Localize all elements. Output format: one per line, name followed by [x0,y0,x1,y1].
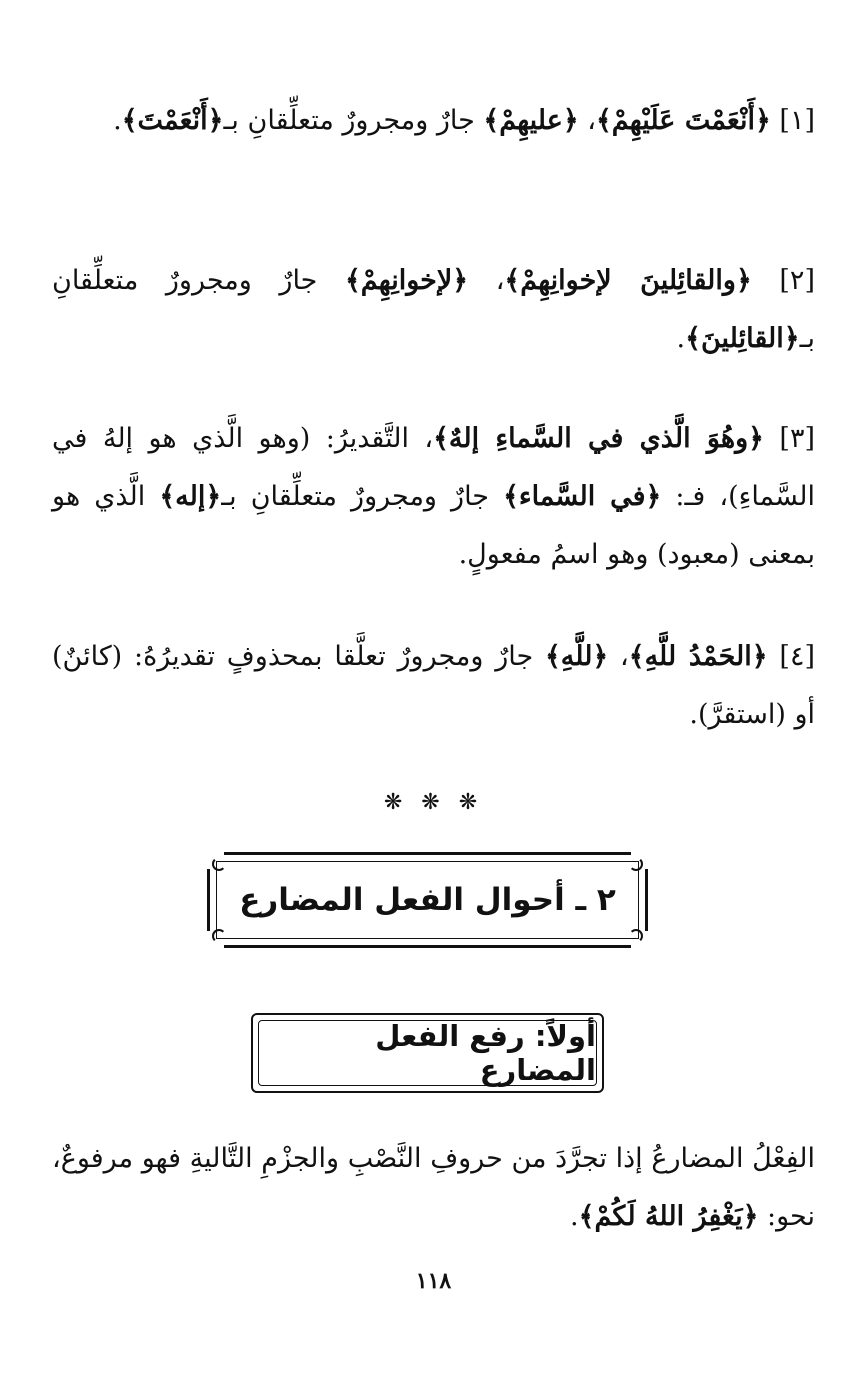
quoted-term: ﴿والقائِلينَ لإخوانِهِمْ﴾ [504,265,752,296]
text-run: [١] [770,105,815,136]
footnote-3 [52,410,815,584]
text-run: . [676,323,686,354]
quoted-term: ﴿القائِلينَ﴾ [685,323,800,354]
quoted-term: ﴿الحَمْدُ للَّهِ﴾ [628,641,768,672]
section-title: ٢ ـ أحوال الفعل المضارع [216,861,639,939]
subsection-title: أولاً: رفع الفعل المضارع [258,1020,597,1086]
section-separator: ❋ ❋ ❋ [383,790,484,815]
page-number: ١١٨ [415,1268,452,1294]
text-run: . [570,1201,579,1232]
section-title-frame [207,852,648,948]
quoted-term: ﴿وهُوَ الَّذي في السَّماءِ إلهٌ﴾ [433,423,764,454]
footnote-4 [52,628,815,744]
text-run: ، [578,105,596,136]
text-run: جارٌ ومجرورٌ تعلَّقا بمحذوفٍ تقديرُهُ: (كائنٌ) أو (استقرَّ). [52,641,815,730]
text-run: [٣] [763,423,815,454]
text-run: . [113,105,122,136]
quoted-term: ﴿يَغْفِرُ اللهُ لَكُمْ﴾ [578,1201,759,1232]
footnote-1 [52,92,815,150]
text-run: جارٌ ومجرورٌ متعلِّقانِ بـ [221,481,504,512]
quoted-term: ﴿عليهِمْ﴾ [483,105,579,136]
text-run: ، [608,641,629,672]
text-run: الفِعْلُ المضارعُ إذا تجرَّدَ من حروفِ النَّصْبِ والجزْمِ التَّاليةِ فهو مرفوعٌ، نحو: [52,1143,815,1232]
text-run: جارٌ ومجرورٌ متعلِّقانِ بـ [223,105,484,136]
quoted-term: ﴿إله﴾ [159,481,222,512]
quoted-term: ﴿في السَّماء﴾ [503,481,662,512]
quoted-term: ﴿لإخوانِهِمْ﴾ [344,265,469,296]
text-run: [٤] [767,641,816,672]
quoted-term: ﴿أَنْعَمْتَ عَلَيْهِمْ﴾ [595,105,771,136]
body-paragraph [52,1130,815,1246]
text-run: ، التَّقديرُ: (وهو الَّذي هو إلهُ في السَّماءِ)، فـ: [52,423,815,512]
quoted-term: ﴿أَنْعَمْتَ﴾ [121,105,224,136]
footnote-2 [52,252,815,368]
quoted-term: ﴿للَّهِ﴾ [544,641,609,672]
text-run: جارٌ ومجرورٌ متعلِّقانِ بـ [52,265,815,354]
text-run: [٢] [751,265,815,296]
subsection-title-frame [251,1013,604,1093]
text-run: ، [468,265,505,296]
text-run: الَّذي هو بمعنى (معبود) وهو اسمُ مفعولٍ. [52,481,815,570]
